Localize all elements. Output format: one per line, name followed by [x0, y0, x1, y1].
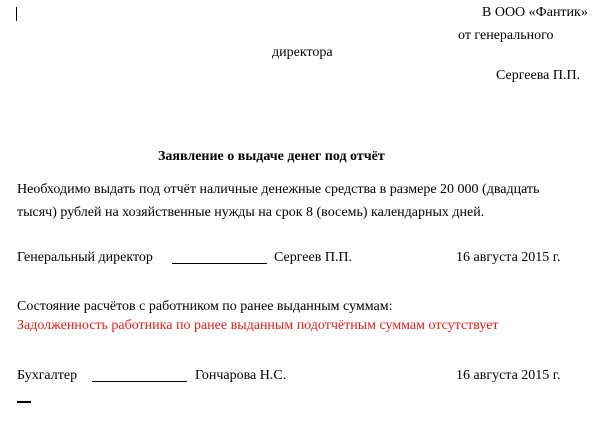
text-cursor: [16, 7, 17, 21]
header-from-name: Сергеева П.П.: [496, 68, 581, 83]
accountant-role: Бухгалтер: [17, 368, 78, 383]
settlements-label: Состояние расчётов с работником по ранее выданным суммам:: [17, 299, 393, 314]
director-signature-line: [172, 251, 267, 269]
header-from-position-cont: директора: [272, 45, 333, 60]
body-paragraph: Необходимо выдать под отчёт наличные денежные средства в размере 20 000 (двадцать тысяч) рублей на хозяйственные нужды на срок 8 (восемь) календарных дней.: [17, 182, 540, 220]
accountant-signature-line: [92, 369, 187, 387]
header-recipient: В ООО «Фантик»: [482, 5, 588, 20]
accountant-date: 16 августа 2015 г.: [456, 368, 561, 383]
settlements-status: Задолженность работника по ранее выданным подотчётным суммам отсутствует: [17, 318, 499, 333]
trailing-dash: [17, 401, 31, 403]
document-title: Заявление о выдаче денег под отчёт: [158, 149, 385, 164]
accountant-name: Гончарова Н.С.: [195, 368, 287, 383]
director-name: Сергеев П.П.: [274, 250, 353, 265]
header-from-position: от генерального: [458, 28, 554, 43]
director-date: 16 августа 2015 г.: [456, 250, 561, 265]
director-role: Генеральный директор: [17, 250, 153, 265]
